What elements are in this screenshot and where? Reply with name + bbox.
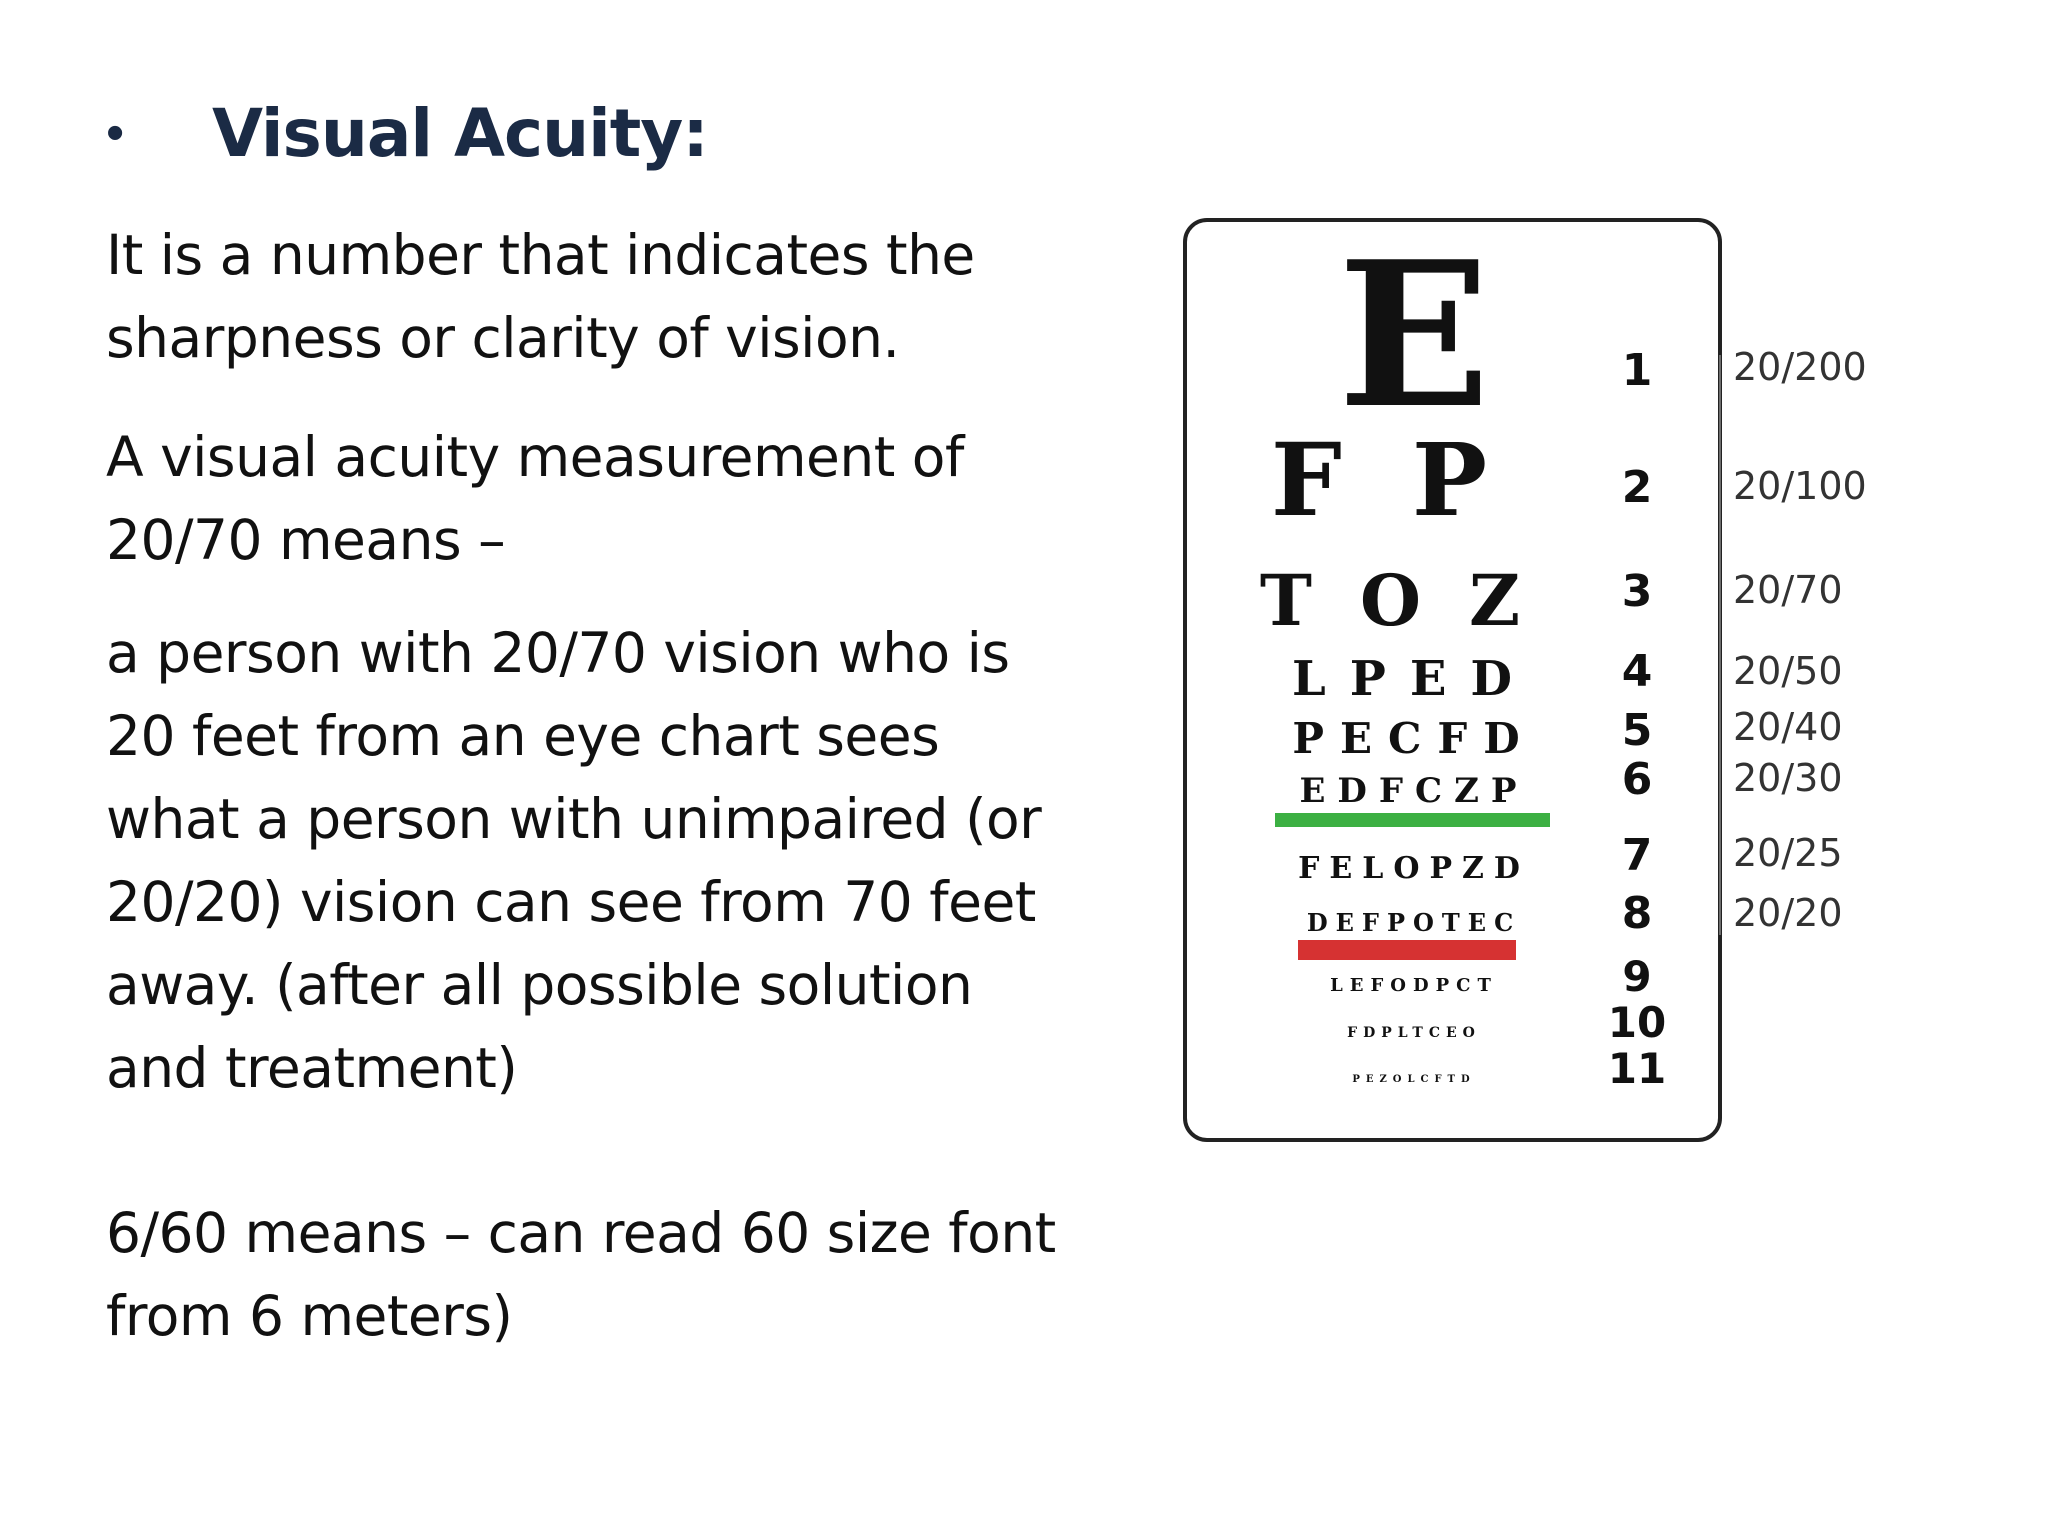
eye-chart-letters-row-1: E: [1337, 218, 1491, 453]
definition-paragraph: It is a number that indicates the sharpness or clarity of vision.: [106, 223, 975, 370]
metric-paragraph: 6/60 means – can read 60 size font from 6 meters): [106, 1201, 1056, 1348]
eye-chart-row-number-7: 7: [1621, 830, 1653, 881]
eye-chart-letters-row-4: LPED: [1291, 651, 1537, 707]
eye-chart-row-number-10: 10: [1607, 998, 1667, 1047]
measurement-paragraph: A visual acuity measurement of 20/70 means –: [106, 425, 964, 572]
eye-chart-row-number-6: 6: [1621, 754, 1653, 805]
eye-chart-row-number-1: 1: [1621, 345, 1653, 396]
eye-chart-green-line: [1275, 813, 1550, 827]
eye-chart-row-number-11: 11: [1607, 1044, 1667, 1093]
eye-chart-acuity-label-7: 20/25: [1733, 831, 1843, 875]
eye-chart-letters-row-8: DEFPOTEC: [1306, 908, 1522, 937]
eye-chart-letters-row-11: PEZOLCFTD: [1352, 1074, 1476, 1085]
eye-chart-letters-row-2: FP: [1270, 421, 1558, 539]
eye-chart-letters-row-9: LEFODPCT: [1330, 975, 1498, 996]
eye-chart-row-number-3: 3: [1621, 566, 1653, 617]
eye-chart-red-line: [1298, 940, 1516, 960]
eye-chart-letters-row-10: FDPLTCEO: [1347, 1025, 1481, 1041]
eye-chart-image: [1180, 215, 1880, 1145]
eye-chart-acuity-label-3: 20/70: [1733, 568, 1843, 612]
eye-chart-acuity-label-5: 20/40: [1733, 705, 1843, 749]
eye-chart-acuity-label-1: 20/200: [1733, 345, 1867, 389]
slide-heading: [106, 88, 708, 178]
eye-chart-acuity-label-8: 20/20: [1733, 891, 1843, 935]
eye-chart-acuity-label-2: 20/100: [1733, 464, 1867, 508]
slide-title: Visual Acuity:: [212, 94, 708, 172]
explanation-paragraph: a person with 20/70 vision who is 20 feet from an eye chart sees what a person with unimpaired (or 20/20) vision can see from 70 feet away. (after all possible solution and treatment): [106, 621, 1042, 1100]
eye-chart-letters-row-3: TOZ: [1259, 559, 1569, 642]
eye-chart: [1180, 215, 1880, 1145]
eye-chart-row-number-5: 5: [1621, 705, 1653, 756]
eye-chart-letters-row-7: FELOPZD: [1298, 851, 1530, 886]
bullet-icon: •: [106, 104, 125, 162]
eye-chart-row-number-2: 2: [1621, 462, 1653, 513]
eye-chart-letters-row-5: PECFD: [1292, 714, 1536, 763]
eye-chart-acuity-label-6: 20/30: [1733, 756, 1843, 800]
eye-chart-acuity-label-4: 20/50: [1733, 649, 1843, 693]
eye-chart-row-number-8: 8: [1621, 888, 1653, 939]
eye-chart-row-number-9: 9: [1622, 952, 1652, 1001]
eye-chart-row-number-4: 4: [1621, 646, 1653, 697]
eye-chart-letters-row-6: EDFCZP: [1299, 771, 1529, 811]
